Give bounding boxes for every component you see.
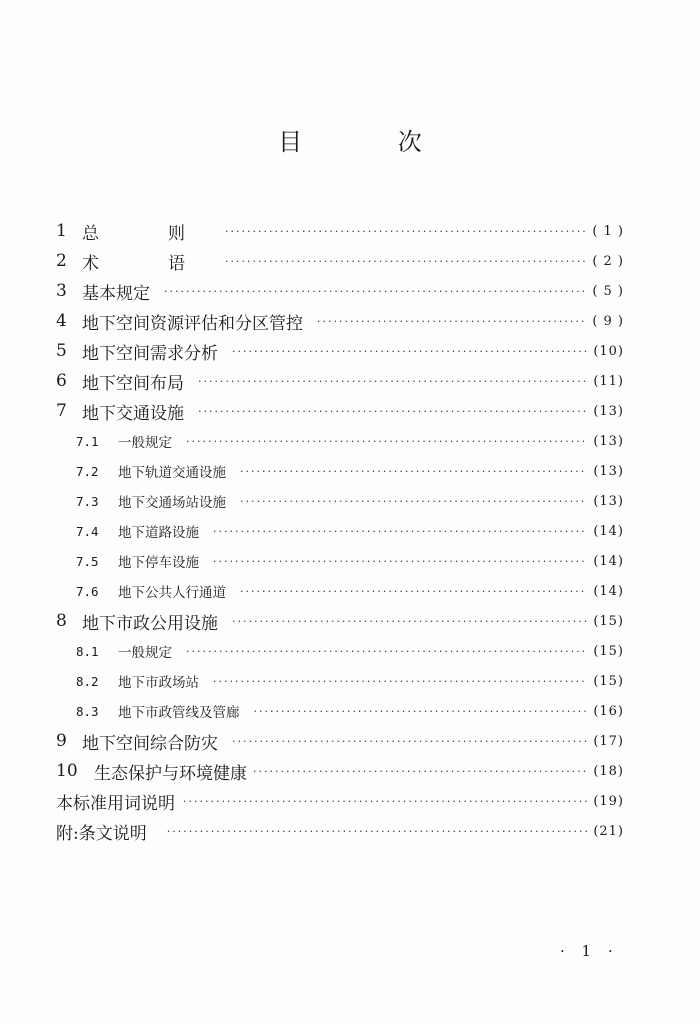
- toc-entry-number: 5: [56, 341, 67, 361]
- toc-entry-page: (15): [593, 673, 624, 689]
- toc-entry-7-6[interactable]: [56, 576, 624, 606]
- toc-entry-8-1[interactable]: [56, 636, 624, 666]
- page-number: · 1 ·: [560, 942, 619, 960]
- toc-entry-label: 地下空间需求分析: [82, 343, 218, 364]
- toc-entry-number: 7.6: [76, 583, 99, 599]
- toc-entry-label: 地下空间综合防灾: [82, 733, 218, 754]
- toc-entry-label: 地下市政公用设施: [82, 613, 218, 634]
- leader-dots: [164, 286, 586, 297]
- toc-entry-label: 地下轨道交通设施: [118, 465, 226, 481]
- toc-entry-page: (13): [593, 433, 624, 449]
- toc-entry-number: 2: [56, 251, 67, 271]
- toc-entry-number: 3: [56, 281, 67, 301]
- leader-dots: [213, 526, 587, 537]
- toc-entry-number: 10: [56, 761, 78, 781]
- toc-entry-number: 7.5: [76, 553, 99, 569]
- leader-dots: [167, 826, 588, 837]
- toc-entry-1[interactable]: [56, 216, 624, 246]
- leader-dots: [232, 616, 587, 627]
- toc-entry-page: (13): [593, 493, 624, 509]
- leader-dots: [186, 646, 587, 657]
- toc-entry-8[interactable]: [56, 606, 624, 636]
- leader-dots: [198, 406, 587, 417]
- leader-dots: [186, 436, 587, 447]
- toc-entry-label: 地下市政管线及管廊: [118, 705, 240, 721]
- toc-entry-page: (14): [593, 523, 624, 539]
- toc-entry-label: 一般规定: [118, 435, 172, 451]
- toc-entry-4[interactable]: [56, 306, 624, 336]
- toc-entry-label: 一般规定: [118, 645, 172, 661]
- toc-entry-8-2[interactable]: [56, 666, 624, 696]
- toc-entry-page: (13): [593, 403, 624, 419]
- toc-entry-page: (10): [593, 343, 624, 359]
- leader-dots: [254, 706, 588, 717]
- toc-entry-6[interactable]: [56, 366, 624, 396]
- leader-dots: [198, 376, 587, 387]
- leader-dots: [183, 796, 587, 807]
- toc-entry-page: ( 9 ): [592, 313, 624, 329]
- toc-entry-2[interactable]: [56, 246, 624, 276]
- toc-entry-7-3[interactable]: [56, 486, 624, 516]
- toc-entry-number: 7.3: [76, 493, 99, 509]
- toc-entry-label: 生态保护与环境健康: [94, 763, 247, 784]
- toc-entry-page: (15): [593, 643, 624, 659]
- table-of-contents: [56, 216, 624, 846]
- toc-entry-9[interactable]: [56, 726, 624, 756]
- toc-entry-number: 7: [56, 401, 67, 421]
- toc-entry-number: 8.2: [76, 673, 99, 689]
- toc-entry-label: 附:条文说明: [56, 823, 147, 844]
- toc-entry-number: 7.4: [76, 523, 99, 539]
- toc-entry-page: (11): [593, 373, 624, 389]
- toc-entry-number: 9: [56, 731, 67, 751]
- toc-entry-word-usage[interactable]: [56, 786, 624, 816]
- toc-entry-page: (15): [593, 613, 624, 629]
- toc-entry-label: 地下市政场站: [118, 675, 199, 691]
- toc-entry-page: ( 1 ): [592, 223, 624, 239]
- leader-dots: [317, 316, 586, 327]
- toc-entry-label: 地下空间布局: [82, 373, 184, 394]
- toc-entry-number: 7.2: [76, 463, 99, 479]
- toc-entry-label: 地下道路设施: [118, 525, 199, 541]
- toc-entry-page: (16): [593, 703, 624, 719]
- toc-entry-number: 8.1: [76, 643, 99, 659]
- toc-entry-number: 1: [56, 221, 67, 241]
- toc-entry-page: ( 2 ): [592, 253, 624, 269]
- leader-dots: [232, 346, 587, 357]
- leader-dots: [213, 556, 587, 567]
- leader-dots: [240, 586, 587, 597]
- leader-dots: [253, 766, 587, 777]
- toc-entry-page: (17): [593, 733, 624, 749]
- toc-entry-7-2[interactable]: [56, 456, 624, 486]
- toc-entry-10[interactable]: [56, 756, 624, 786]
- toc-entry-label: 术 语: [82, 253, 211, 274]
- toc-entry-number: 7.1: [76, 433, 99, 449]
- toc-entry-label: 基本规定: [82, 283, 150, 304]
- toc-entry-7[interactable]: [56, 396, 624, 426]
- toc-entry-7-4[interactable]: [56, 516, 624, 546]
- leader-dots: [225, 226, 586, 237]
- toc-entry-page: (14): [593, 583, 624, 599]
- leader-dots: [213, 676, 587, 687]
- leader-dots: [232, 736, 587, 747]
- toc-entry-number: 6: [56, 371, 67, 391]
- leader-dots: [240, 466, 587, 477]
- toc-entry-page: (13): [593, 463, 624, 479]
- toc-entry-page: (21): [593, 823, 624, 839]
- leader-dots: [225, 256, 586, 267]
- toc-entry-7-1[interactable]: [56, 426, 624, 456]
- toc-entry-label: 地下交通场站设施: [118, 495, 226, 511]
- page-title: 目 次: [278, 128, 466, 156]
- toc-entry-8-3[interactable]: [56, 696, 624, 726]
- toc-entry-5[interactable]: [56, 336, 624, 366]
- toc-entry-label: 总 则: [82, 223, 211, 244]
- toc-entry-appendix[interactable]: [56, 816, 624, 846]
- toc-entry-label: 地下空间资源评估和分区管控: [82, 313, 303, 334]
- toc-entry-page: (14): [593, 553, 624, 569]
- leader-dots: [240, 496, 587, 507]
- toc-entry-number: 8.3: [76, 703, 99, 719]
- toc-entry-number: 8: [56, 611, 67, 631]
- toc-entry-label: 地下交通设施: [82, 403, 184, 424]
- toc-entry-label: 地下公共人行通道: [118, 585, 226, 601]
- toc-entry-page: (19): [593, 793, 624, 809]
- toc-entry-number: 4: [56, 311, 67, 331]
- toc-entry-label: 本标准用词说明: [56, 793, 175, 814]
- toc-entry-7-5[interactable]: [56, 546, 624, 576]
- toc-entry-label: 地下停车设施: [118, 555, 199, 571]
- toc-entry-3[interactable]: [56, 276, 624, 306]
- toc-entry-page: (18): [593, 763, 624, 779]
- toc-entry-page: ( 5 ): [592, 283, 624, 299]
